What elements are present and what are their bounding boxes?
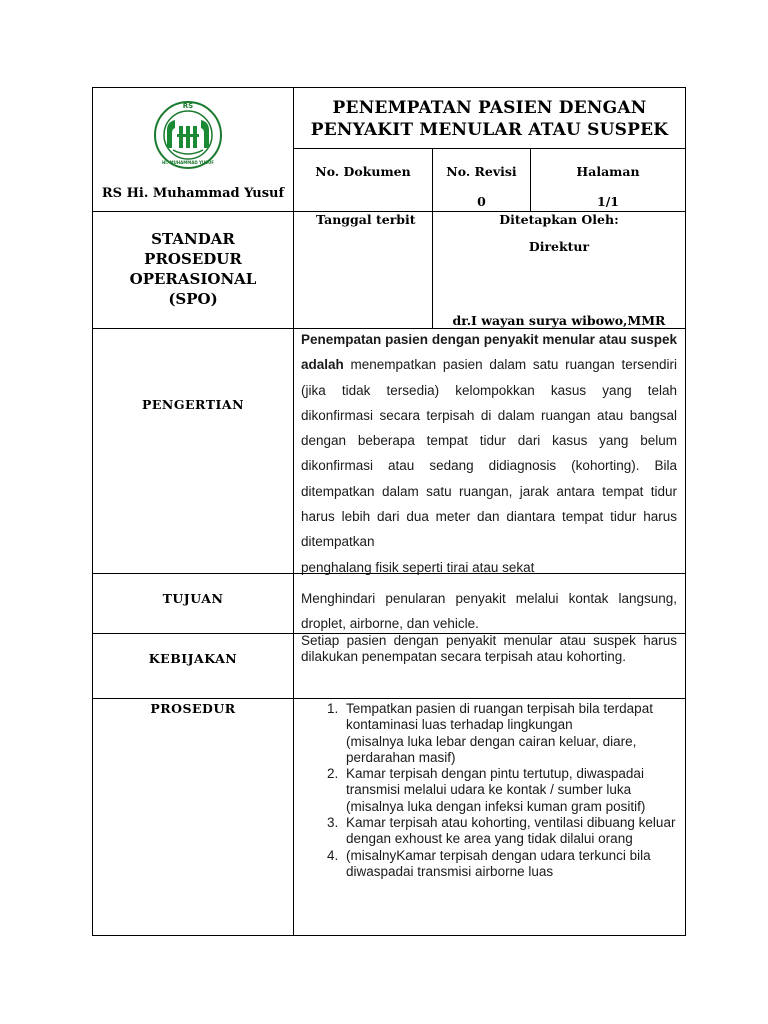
prosedur-label: PROSEDUR (150, 701, 236, 716)
logo-rs-label: RS (182, 102, 194, 110)
signatory-name: dr.I wayan surya wibowo,MMR (452, 313, 666, 328)
prosedur-item: 3. Kamar terpisah atau kohorting, ventilasi dibuang keluar dengan exhoust ke area yang tidak dilalui orang (342, 815, 678, 848)
spo-divider (432, 211, 433, 329)
pengertian-text (301, 327, 677, 580)
tujuan-label: TUJUAN (162, 591, 224, 606)
prosedur-item: 2. Kamar terpisah dengan pintu tertutup, diwaspadai transmisi melalui udara ke kontak / sumber luka (misalnya luka dengan infeksi kuman gram positif) (342, 766, 678, 815)
title-bottom-line (293, 148, 686, 149)
tanggal-terbit-label: Tanggal terbit (316, 212, 416, 227)
kebijakan-label: KEBIJAKAN (148, 651, 238, 666)
hospital-name: RS Hi. Muhammad Yusuf (101, 186, 285, 201)
document-title (294, 97, 685, 141)
halaman-label: Halaman (576, 164, 640, 179)
no-revisi-label: No. Revisi (446, 164, 517, 179)
table-border-bottom (92, 935, 686, 936)
title-line-1: PENEMPATAN PASIEN DENGAN (332, 98, 647, 118)
table-border-left (92, 87, 93, 936)
pengertian-lead: Penempatan pasien dengan penyakit menular atau suspek adalah (301, 332, 677, 373)
pengertian-body: menempatkan pasien dalam satu ruangan tersendiri (jika tidak tersedia) kelompokkan kasus yang telah dikonfirmasi secara terpisah di dalam ruangan atau bangsal dengan beberapa tempat tidur dari kasus yang belum dikonfirmasi atau sedang didiagnosis (kohorting). Bila ditempatkan dalam satu ruangan, jarak antara tempat tidur harus lebih dari dua meter dan diantara tempat tidur harus ditempatkan (301, 357, 677, 550)
logo-ring-label: Hi. MUHAMMAD YUSUF (161, 160, 215, 165)
spo-label: STANDAR PROSEDUR OPERASIONAL (SPO) (129, 230, 257, 308)
pengertian-last-line: penghalang fisik seperti tirai atau sekat (301, 559, 535, 575)
prosedur-list (294, 701, 678, 880)
prosedur-list-container (294, 701, 678, 880)
no-revisi-value: 0 (477, 194, 486, 209)
ditetapkan-label: Ditetapkan Oleh: (499, 212, 619, 227)
table-border-top (92, 87, 686, 88)
pengertian-label: PENGERTIAN (142, 397, 244, 412)
direktur-label: Direktur (528, 239, 590, 254)
no-dokumen-label: No. Dokumen (315, 164, 411, 179)
kebijakan-bottom-line (92, 698, 686, 699)
hospital-logo (153, 100, 223, 170)
kebijakan-text: Setiap pasien dengan penyakit menular atau suspek harus dilakukan penempatan secara terpisah atau kohorting. (301, 633, 677, 664)
prosedur-item: 4. (misalnyKamar terpisah dengan udara terkunci bila diwaspadai transmisi airborne luas (342, 848, 678, 881)
tujuan-text: Menghindari penularan penyakit melalui kontak langsung, droplet, airborne, dan vehicle. (301, 591, 677, 631)
halaman-value: 1/1 (597, 194, 619, 209)
table-border-right (685, 87, 686, 936)
title-line-2: PENYAKIT MENULAR ATAU SUSPEK (310, 120, 669, 140)
prosedur-item: 1. Tempatkan pasien di ruangan terpisah bila terdapat kontaminasi luas terhadap lingkungan (misalnya luka lebar dengan cairan keluar, diare, perdarahan masif) (342, 701, 678, 766)
